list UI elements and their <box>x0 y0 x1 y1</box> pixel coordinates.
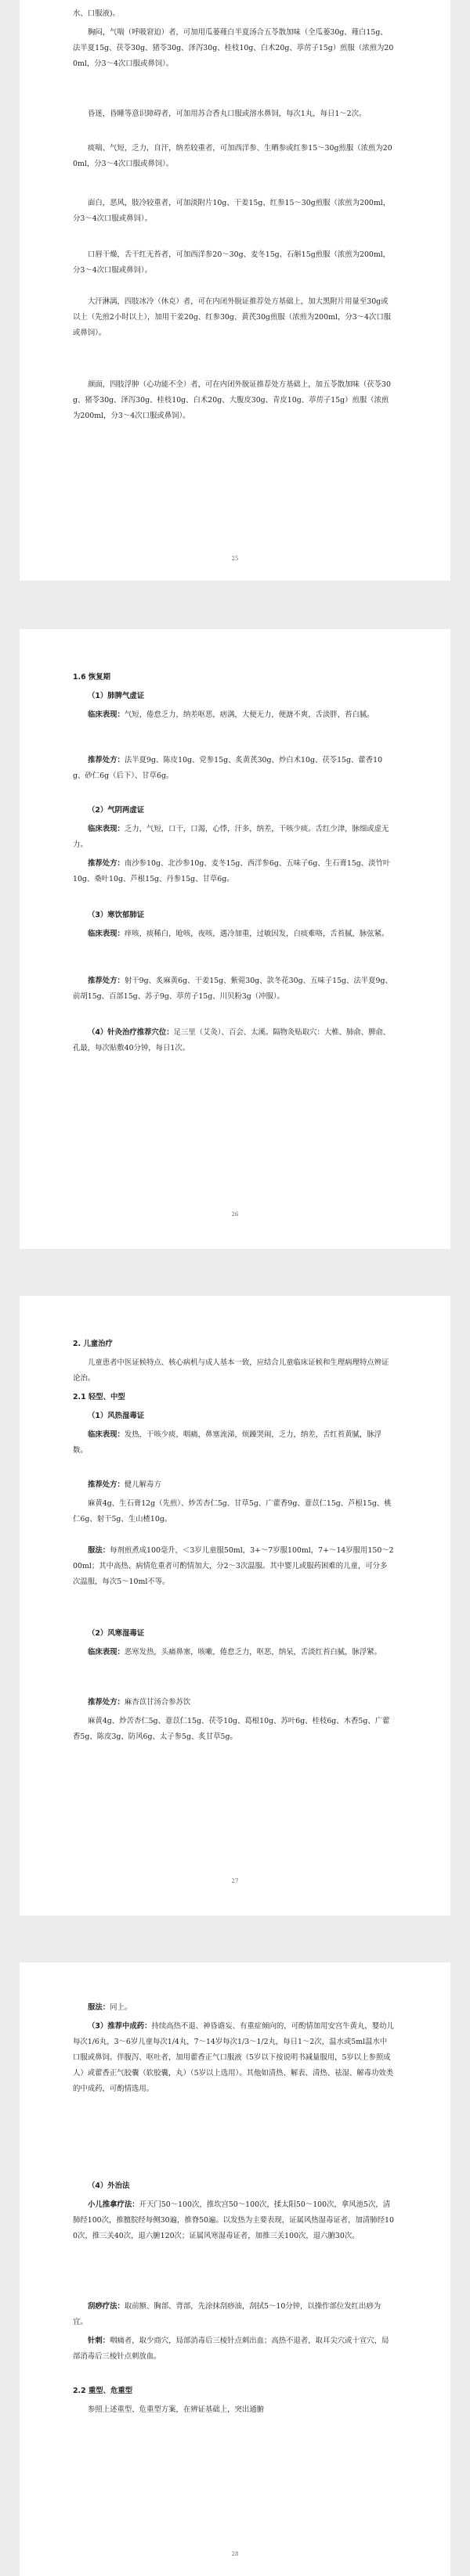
paragraph: 颜面，四肢浮肿（心功能不全）者，可在内闭外脱证推荐处方基础上，加五苓散加味（茯苓30g、猪苓30g、泽泻30g、桂枝10g、白术20g、大腹皮30g、青皮10g、葶苈子15g）煎服（浓煎为200ml，分3～4次口服或鼻饲）。 <box>73 380 391 420</box>
paragraph: 麻黄4g、生石膏12g（先煎）、炒苦杏仁5g、甘草5g、广藿香9g、薏苡仁15g、芦根15g、桃仁6g、射干5g、生山楂10g。 <box>73 1499 392 1524</box>
paragraph: 儿童患者中医证候特点、核心病机与成人基本一致，应结合儿童临床证候和生理病理特点辨证论治。 <box>73 1358 389 1383</box>
paragraph: 痰喘、气短，乏力，自汗，纳差较重者，可加西洋参、生晒参或红参15～30g煎服（浓煎为200ml，分3～4次口服或鼻饲）。 <box>73 144 392 168</box>
paragraph: 胸闷，气喘（呼吸窘迫）者，可加用瓜蒌薤白半夏汤合五苓散加味（全瓜蒌30g、薤白15g、法半夏15g、茯苓30g、猪苓30g、泽泻30g、桂枝10g、白术20g、葶苈子15g）煎服（浓煎为200ml，分3～4次口服或鼻饲）。 <box>73 28 394 68</box>
label: 服法： <box>88 2003 110 2012</box>
label: 刮痧疗法： <box>88 2302 125 2311</box>
text: 足三里（艾灸）、百会、太溪。隔物灸贴取穴：大椎、肺俞、脾俞、孔最，每次贴敷40分钟，每日1次。 <box>73 1028 391 1052</box>
paragraph <box>73 973 394 1005</box>
subsection-heading: （1）风热湿毒证 <box>88 1412 145 1420</box>
page-number: 25 <box>231 556 239 562</box>
paragraph <box>73 926 394 942</box>
paragraph <box>73 1427 394 1459</box>
label: 小儿推拿疗法： <box>88 2200 139 2209</box>
paragraph <box>73 753 394 784</box>
subsection-heading: 2.2 重型、危重型 <box>73 2387 133 2395</box>
page-number: 28 <box>231 2551 239 2557</box>
label: 临床表现： <box>88 930 125 938</box>
text: 同上。 <box>110 2003 132 2012</box>
section-heading: 2. 儿童治疗 <box>73 1340 113 1348</box>
label: 推荐处方： <box>88 859 125 868</box>
label: 针刺： <box>88 2337 110 2345</box>
paragraph: 昏迷，昏睡等意识障碍者，可加用苏合香丸口服或溶水鼻饲，每次1丸，每日1～2次。 <box>88 110 367 118</box>
section-heading: 1.6 恢复期 <box>73 673 110 682</box>
paragraph <box>73 2000 394 2016</box>
text: 气短，倦怠乏力，纳差呕恶，痞满，大便无力，便溏不爽，舌淡胖，苔白腻。 <box>124 711 374 719</box>
paragraph <box>73 2197 394 2244</box>
paragraph: 水、口服液)。 <box>73 9 120 18</box>
paragraph <box>73 1695 394 1711</box>
label: 临床表现： <box>88 1430 125 1439</box>
subsection-heading: （3）寒饮郁肺证 <box>88 911 145 919</box>
page-number: 26 <box>231 1211 239 1218</box>
text: 麻杏苡甘汤合参苏饮 <box>124 1698 191 1707</box>
label: 临床表现： <box>88 825 125 833</box>
paragraph <box>73 707 394 723</box>
label: 临床表现： <box>88 711 125 719</box>
paragraph <box>73 856 394 887</box>
text: 咽痛者，取少商穴，局部消毒后三棱针点刺出血；高热不退者，取耳尖穴或十宣穴，局部消毒后三棱针点刺放血。 <box>73 2337 389 2361</box>
paragraph: 大汗淋漓，四肢冰冷（休克）者，可在内闭外脱证推荐处方基础上，加大黑附片用量至30g或以上（先煎2小时以上），加用干姜20g、红参30g、黄芪30g煎服（浓煎为200ml，分3～4次口服或鼻饲）。 <box>73 297 392 337</box>
text: 取前额、胸部、背部，先涂抹刮痧油，刮拭5～10分钟，以操作部位发红出痧为宜。 <box>73 2302 381 2326</box>
label: 临床表现： <box>88 1648 125 1657</box>
text: 射干9g、炙麻黄6g、干姜15g、紫菀30g、款冬花30g、五味子15g、法半夏9g、前胡15g、百部15g、苏子9g、葶苈子15g、川贝粉3g（冲服）。 <box>73 977 392 1001</box>
text: 开天门50～100次，推坎宫50～100次，揉太阳50～100次，拿风池5次，清肺经100次，推膻脘经每侧30遍，推脊50遍。以发热为主要表现，证属风热湿毒证者，加清肺经100次，推三关40次，退六腑120次；证属风寒湿毒证者，加推三关100次，退六腑30次。 <box>73 2200 394 2240</box>
text: 健儿解毒方 <box>124 1480 161 1489</box>
text: 南沙参10g、北沙参10g、麦冬15g、西洋参6g、五味子6g、生石膏15g、淡竹叶10g、桑叶10g、芦根15g、丹参15g、甘草6g。 <box>73 859 391 883</box>
subsection-heading: （2）风寒湿毒证 <box>88 1629 145 1638</box>
label: 服法： <box>88 1546 110 1555</box>
text: 每剂煎煮成100毫升，＜3岁儿童服50ml，3+～7岁服100ml，7+～14岁服用150～200ml；其中高热、病情危重者可酌情加大，分2～3次温服。其中婴儿或服药困难的儿童，可分多次温服，每次5～10ml不等。 <box>73 1546 394 1586</box>
document-page-1 <box>20 0 450 581</box>
subsection-heading: （2）气阴两虚证 <box>88 806 145 815</box>
paragraph <box>73 2019 394 2097</box>
paragraph: 参照上述重型、危重型方案，在辨证基础上，突出通腑 <box>88 2405 265 2414</box>
page-number: 27 <box>231 1878 239 1884</box>
paragraph: 麻黄4g、炒苦杏仁5g、薏苡仁15g、茯苓10g、葛根10g、苏叶6g、桂枝6g、木香5g、广藿香5g、陈皮3g、防风6g、太子参5g、炙甘草5g。 <box>73 1717 390 1741</box>
paragraph <box>73 1477 394 1493</box>
paragraph: 面白，恶风，肢冷较重者，可加淡附片10g、干姜15g、红参15～30g煎服（浓煎为200ml，分3～4次口服或鼻饲）。 <box>73 199 391 223</box>
paragraph <box>73 1543 394 1590</box>
text: 痒咳，痰稀白，呛咳，夜咳，遇冷加重，过敏因发，白痰难咯，舌苔腻，脉弦紧。 <box>124 930 389 938</box>
paragraph <box>73 2333 394 2365</box>
paragraph: 口唇干燥，舌干红无苔者，可加西洋参20～30g、麦冬15g、石斛15g煎服（浓煎为200ml，分3～4次口服或鼻饲）。 <box>73 250 391 275</box>
subsection-heading: 2.1 轻型、中型 <box>73 1393 125 1401</box>
text: 法半夏9g、陈皮10g、党参15g、炙黄芪30g、炒白术10g、茯苓15g、藿香10g、砂仁6g（后下）、甘草6g。 <box>73 756 383 780</box>
text: 恶寒发热，头痛鼻塞，咳嗽，倦怠乏力，呕恶，纳呆，舌淡红苔白腻，脉浮紧。 <box>124 1648 382 1657</box>
label: 推荐处方： <box>88 756 125 765</box>
text: 乏力，气短，口干，口渴，心悸，汗多，纳差，干咳少痰。舌红少津，脉细或虚无力。 <box>73 825 389 849</box>
paragraph <box>73 2299 394 2330</box>
label: （3）推荐中成药： <box>88 2022 152 2031</box>
document-page-3 <box>20 1296 450 1916</box>
text: 持续高热不退、神昏谵妄、有重症倾向的，可酌情加用安宫牛黄丸，婴幼儿每次1/6丸，3～6岁儿童每次1/4丸，7～14岁每次1/3～1/2丸，每日1～2次，温水或5ml温水中口服或鼻饲。伴腹泻、呕吐者，加用藿香正气口服液（5岁以下按说明书减量服用，5岁以上参照成人）或藿香正气胶囊（软胶囊，丸）（5岁以上选用）。其他如清热、解表、清热、祛湿、解毒功效类的中成药，可酌情选用。 <box>73 2022 394 2093</box>
label: 推荐处方： <box>88 977 125 985</box>
paragraph <box>73 1025 394 1056</box>
text: 发热，干咳少痰，咽痛，鼻塞流涕，烦躁哭闹，乏力，纳差，舌红苔黄腻，脉浮数。 <box>73 1430 382 1455</box>
label: （4）针灸治疗推荐穴位： <box>88 1028 174 1037</box>
label: 推荐处方： <box>88 1698 125 1707</box>
paragraph <box>73 822 394 853</box>
subsection-heading: （4）外治法 <box>88 2182 130 2190</box>
document-page-2 <box>20 629 450 1249</box>
paragraph <box>73 1645 394 1660</box>
document-page-4 <box>20 1963 450 2576</box>
label: 推荐处方： <box>88 1480 125 1489</box>
subsection-heading: （1）肺脾气虚证 <box>88 692 145 700</box>
